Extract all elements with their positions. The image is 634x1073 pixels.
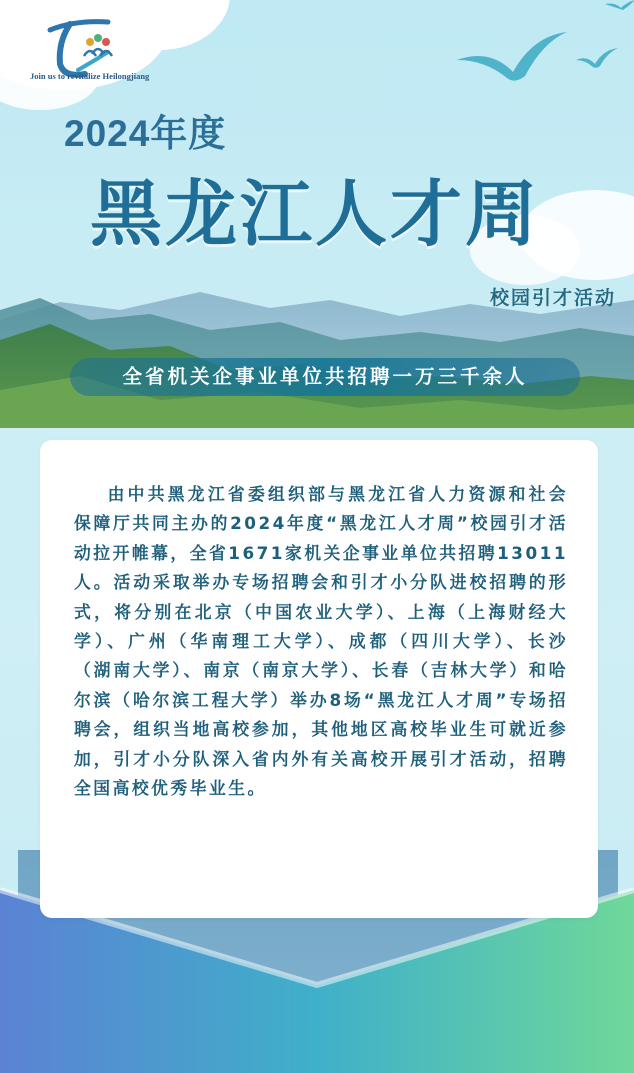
subtitle: 校园引才活动 — [489, 287, 616, 309]
year-title: 2024年度 — [64, 113, 227, 154]
banner-text: 全省机关企事业单位共招聘一万三千余人 — [122, 365, 528, 388]
seagull-icon — [455, 28, 575, 88]
headline-banner — [70, 358, 580, 396]
main-title: 黑龙江人才周 — [90, 171, 541, 256]
seagull-icon — [605, 0, 634, 12]
seagull-icon — [575, 46, 620, 71]
body-paragraph: 由中共黑龙江省委组织部与黑龙江省人力资源和社会保障厅共同主办的2024年度“黑龙江人才周”校园引才活动拉开帷幕，全省1671家机关企事业单位共招聘13011人。活动采取举办专场招聘会和引才小分队进校招聘的形式，将分别在北京（中国农业大学）、上海（上海财经大学）、广州（华南理工大学）、成都（四川大学）、长沙（湖南大学）、南京（南京大学）、长春（吉林大学）和哈尔滨（哈尔滨工程大学）举办8场“黑龙江人才周”专场招聘会，组织当地高校参加，其他地区高校毕业生可就近参加，引才小分队深入省内外有关高校开展引才活动，招聘全国高校优秀毕业生。 — [74, 484, 568, 799]
content-card — [40, 440, 598, 918]
logo-caption: Join us to revitalize Heilongjiang — [30, 71, 150, 81]
